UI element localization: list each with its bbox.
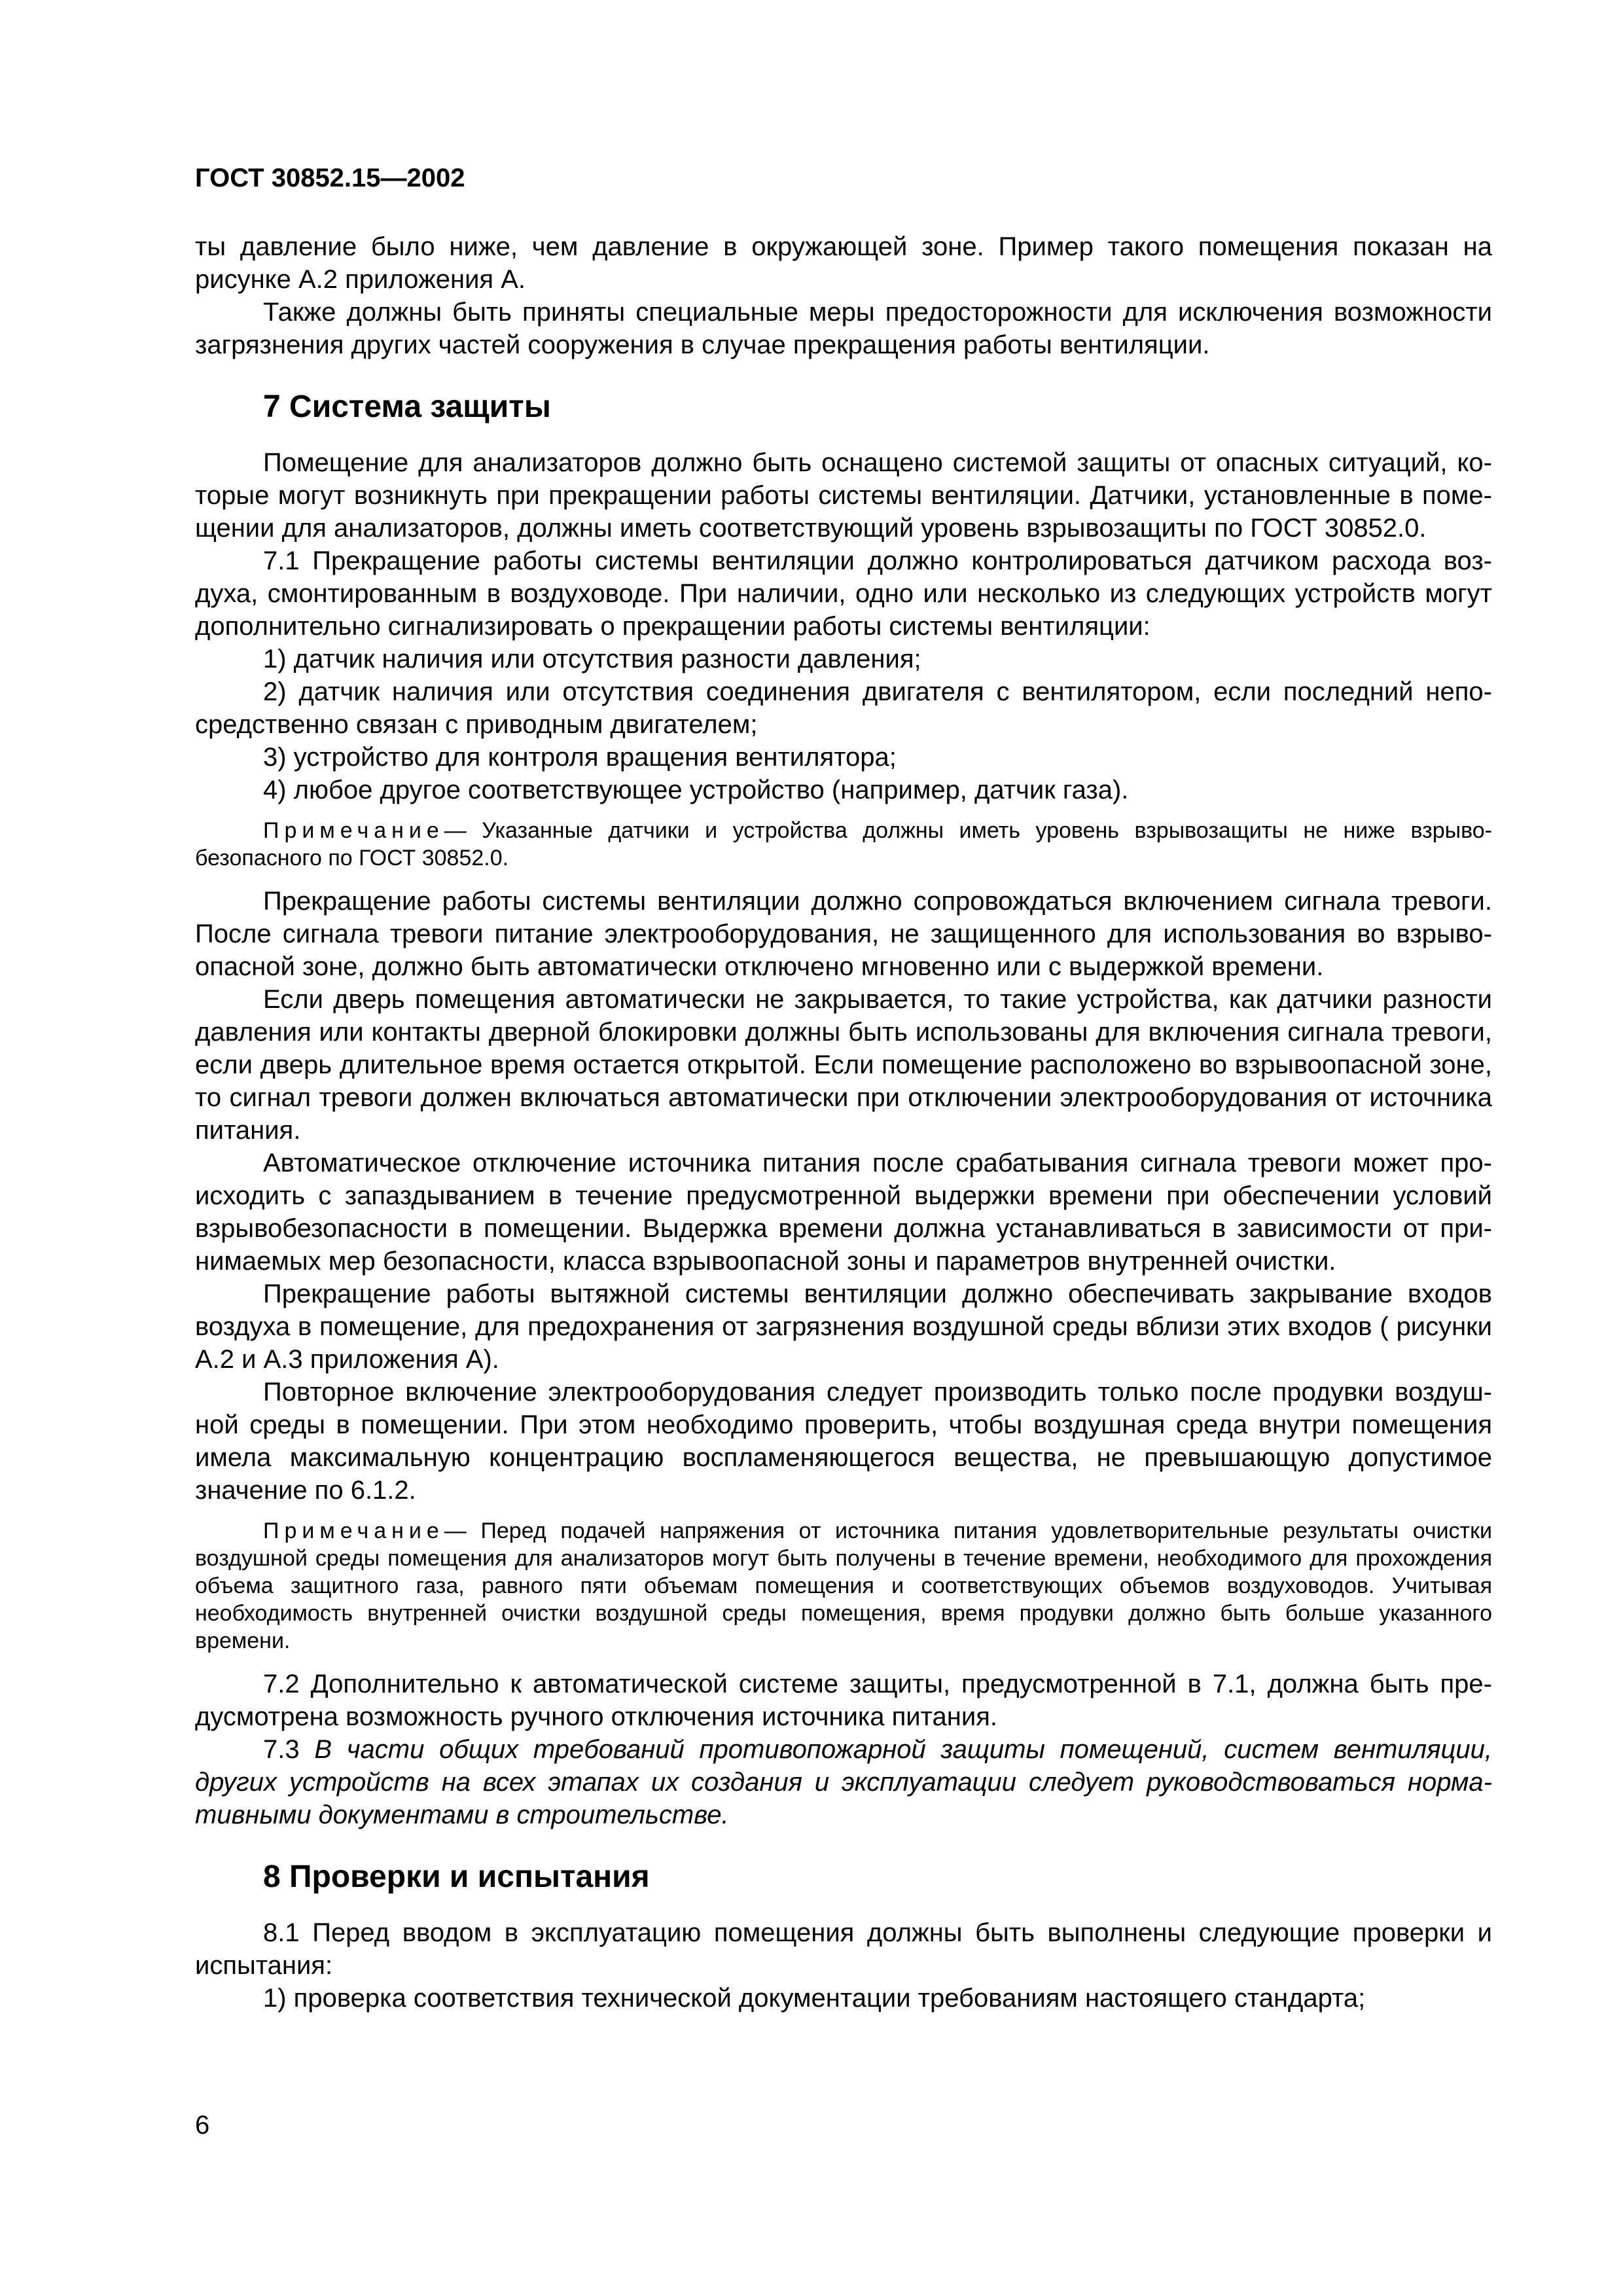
paragraph: Прекращение работы системы вентиляции должно сопровождаться включением сигнала тревоги. После сигнала тревоги питание электрооборудования, не защищенного для использования во взрывоопасной зоне, должно быть автоматически отключено мгновенно или с выдержкой времени. — [195, 887, 1492, 981]
paragraph: Также должны быть приняты специальные меры предосторожности для исключения возможности загрязнения других частей сооружения в случае прекращения работы вентиляции. — [195, 298, 1492, 359]
note-text: — Перед подачей напряжения от источника питания удовлетворительные результаты очистки воздушной среды помещения для анализаторов могут быть получены в течение времени, необходимого для прохождения объема защитного газа, равного пяти объемам помещения и соответствующих объемов воздуховодов. Учитывая необходимость внутренней очистки воздушной среды помещения, время продувки должно быть больше указанного времени. — [195, 1518, 1492, 1653]
list-item: 1) датчик наличия или отсутствия разности давления; — [263, 645, 921, 673]
paragraph: Повторное включение электрооборудования следует производить только после продувки воздушной среды в помещении. При этом необходимо проверить, чтобы воздушная среда внутри помещения имела максимальную концентрацию воспламеняющегося вещества, не превышающую допустимое значение по 6.1.2. — [195, 1378, 1492, 1505]
list-item: 3) устройство для контроля вращения вентилятора; — [263, 743, 897, 772]
paragraph: Если дверь помещения автоматически не закрывается, то такие устройства, как датчики разности давления или контакты дверной блокировки должны быть использованы для включения сигнала тревоги, если дверь длительное время остается открытой. Если помещение расположено во взрывоопасной зоне, то сигнал тревоги должен включаться автоматически при отключении электрооборудования от источника питания. — [195, 985, 1492, 1145]
note-text: — Указанные датчики и устройства должны иметь уровень взрывозащиты не ниже взрывобезопасного по ГОСТ 30852.0. — [195, 818, 1492, 870]
paragraph: 8.1 Перед вводом в эксплуатацию помещения должны быть выполнены следующие проверки и испытания: — [195, 1918, 1492, 1980]
list-item: 4) любое другое соответствующее устройство (например, датчик газа). — [263, 776, 1129, 804]
page-number: 6 — [195, 2111, 210, 2140]
document-header: ГОСТ 30852.15—2002 — [195, 164, 465, 192]
paragraph: 7.1 Прекращение работы системы вентиляции должно контролироваться датчиком расхода воздуха, смонтированным в воздуховоде. При наличии, одно или несколько из следующих устройств могут дополнительно сигнализировать о прекращении работы системы вентиляции: — [195, 547, 1492, 641]
list-item: 1) проверка соответствия технической документации требованиям настоящего стандарта; — [263, 1984, 1366, 2013]
note-label: Примечание — [263, 818, 444, 843]
section-heading-7: 7 Система защиты — [263, 389, 551, 424]
clause-text: В части общих требований противопожарной защиты помещений, систем вентиляции, других устройств на всех этапах их создания и эксплуатации следует руководствоваться нормативными документами в строительстве. — [195, 1735, 1493, 1829]
note — [195, 817, 1492, 872]
paragraph: Помещение для анализаторов должно быть оснащено системой защиты от опасных ситуаций, которые могут возникнуть при прекращении работы системы вентиляции. Датчики, установленные в помещении для анализаторов, должны иметь соответствующий уровень взрывозащиты по ГОСТ 30852.0. — [195, 448, 1492, 543]
document-body — [195, 230, 1492, 2015]
paragraph — [195, 1733, 1492, 1831]
section-heading-8: 8 Проверки и испытания — [263, 1859, 650, 1894]
paragraph: 7.2 Дополнительно к автоматической системе защиты, предусмотренной в 7.1, должна быть предусмотрена возможность ручного отключения источника питания. — [195, 1670, 1492, 1731]
paragraph: ты давление было ниже, чем давление в окружающей зоне. Пример такого помещения показан на рисунке А.2 приложения А. — [195, 232, 1492, 294]
note — [195, 1517, 1492, 1655]
paragraph: Автоматическое отключение источника питания после срабатывания сигнала тревоги может происходить с запаздыванием в течение предусмотренной выдержки времени при обеспечении условий взрывобезопасности в помещении. Выдержка времени должна устанавливаться в зависимости от принимаемых мер безопасности, класса взрывоопасной зоны и параметров внутренней очистки. — [195, 1149, 1492, 1276]
list-item: 2) датчик наличия или отсутствия соединения двигателя с вентилятором, если последний непосредственно связан с приводным двигателем; — [195, 677, 1492, 739]
paragraph: Прекращение работы вытяжной системы вентиляции должно обеспечивать закрывание входов воздуха в помещение, для предохранения от загрязнения воздушной среды вблизи этих входов ( рисунки А.2 и А.3 приложения А). — [195, 1280, 1492, 1374]
note-label: Примечание — [263, 1518, 444, 1543]
clause-number: 7.3 — [263, 1735, 315, 1764]
